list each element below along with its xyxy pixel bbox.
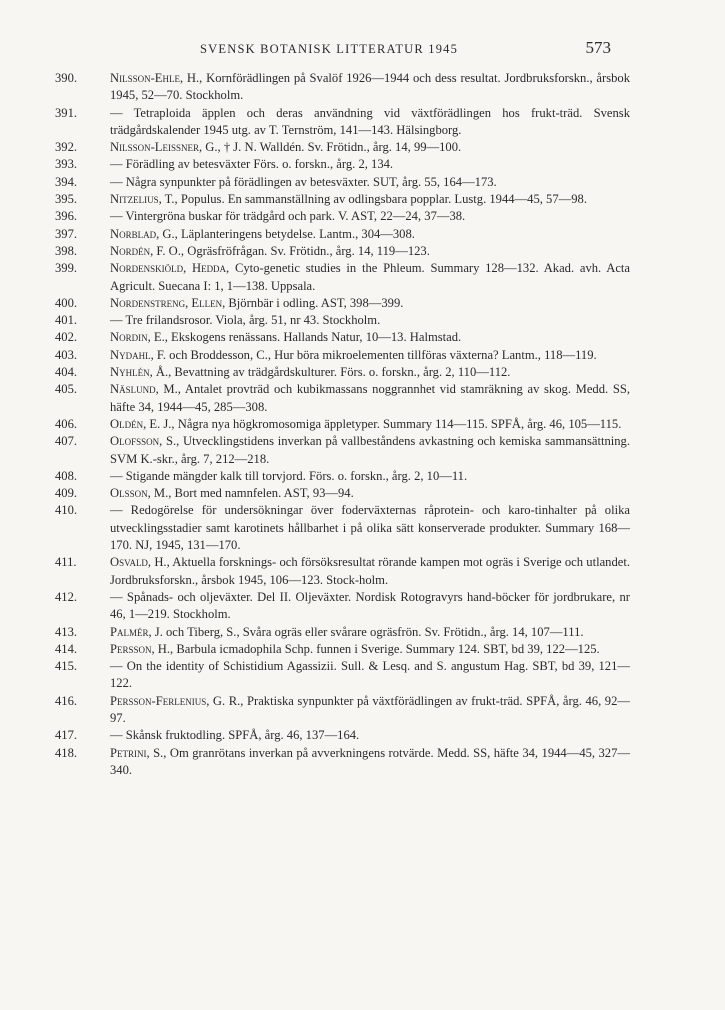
entry-author: Nordén, F. O.,	[110, 243, 185, 258]
entry-number: 398.	[55, 243, 78, 258]
entry-number: 412.	[55, 589, 78, 604]
entry-number: 392.	[55, 140, 78, 155]
bibliography-entry	[0, 641, 725, 658]
entry-number: 396.	[55, 209, 78, 224]
bibliography-entry	[0, 416, 725, 433]
entry-number: 417.	[55, 728, 78, 743]
entry-citation	[110, 70, 630, 105]
entry-text: Populus. En sammanställning av odlingsbara popplar. Lustg. 1944—45, 57—98.	[177, 192, 587, 207]
entry-text: Om granrötans inverkan på avverkningens rotvärde. Medd. SS, häfte 34, 1944—45, 327—340.	[110, 745, 630, 777]
entry-author: Nitzelius, T.,	[110, 192, 178, 207]
entry-number: 403.	[55, 347, 78, 362]
bibliography-entry	[0, 156, 725, 173]
entry-author: Persson, H.,	[110, 641, 174, 656]
entry-author: Olofsson, S.,	[110, 434, 180, 449]
bibliography-entry	[0, 243, 725, 260]
entry-citation	[110, 468, 630, 485]
entry-citation	[110, 364, 630, 381]
entry-number: 402.	[55, 330, 78, 345]
entry-text: — Tetraploida äpplen och deras användning vid växtförädlingen hos frukt-träd. Svensk trädgårdskalender 1945 utg. av T. Ternström, 141—143. Hälsingborg.	[110, 105, 630, 137]
entry-citation	[110, 156, 630, 173]
entry-number: 408.	[55, 468, 78, 483]
entry-author: Nordenstreng, Ellen,	[110, 295, 226, 310]
running-head: SVENSK BOTANISK LITTERATUR 1945	[200, 42, 459, 56]
bibliography-list	[0, 70, 725, 779]
entry-text: Ogräsfröfrågan. Sv. Frötidn., årg. 14, 119—123.	[184, 243, 430, 258]
entry-citation	[110, 139, 630, 156]
entry-author: Olsson, M.,	[110, 486, 172, 501]
entry-number: 418.	[55, 745, 78, 760]
entry-text: Barbula icmadophila Schp. funnen i Sverige. Summary 124. SBT, bd 39, 122—125.	[173, 641, 600, 656]
bibliography-entry	[0, 226, 725, 243]
entry-author: Oldén, E. J.,	[110, 416, 175, 431]
bibliography-entry	[0, 381, 725, 416]
entry-text: Kornförädlingen på Svalöf 1926—1944 och dess resultat. Jordbruksforskn., årsbok 1945, 52—70. Stockholm.	[110, 71, 630, 103]
bibliography-entry	[0, 554, 725, 589]
entry-citation	[110, 693, 630, 728]
entry-citation	[110, 624, 630, 641]
entry-number: 391.	[55, 105, 78, 120]
entry-number: 410.	[55, 503, 78, 518]
entry-citation	[110, 502, 630, 554]
bibliography-entry	[0, 139, 725, 156]
bibliography-entry	[0, 693, 725, 728]
entry-text: Läplanteringens betydelse. Lantm., 304—308.	[177, 226, 415, 241]
entry-author: Nordenskiöld, Hedda,	[110, 261, 230, 276]
entry-text: — Några synpunkter på förädlingen av betesväxter. SUT, årg. 55, 164—173.	[110, 174, 497, 189]
entry-text: — Stigande mängder kalk till torvjord. Förs. o. forskn., årg. 2, 10—11.	[110, 468, 468, 483]
bibliography-entry	[0, 502, 725, 554]
entry-citation	[110, 658, 630, 693]
entry-number: 397.	[55, 226, 78, 241]
entry-author: Nilsson-Leissner, G.,	[110, 140, 221, 155]
entry-number: 413.	[55, 624, 78, 639]
entry-text: och Tiberg, S., Svåra ogräs eller svårare ogräsfrön. Sv. Frötidn., årg. 14, 107—111.	[162, 624, 584, 639]
entry-author: Petrini, S.,	[110, 745, 167, 760]
entry-number: 404.	[55, 365, 78, 380]
entry-citation	[110, 105, 630, 140]
entry-number: 407.	[55, 434, 78, 449]
entry-text: Utvecklingstidens inverkan på vallbeståndens avkastning och kemiska sammansättning. SVM K.-skr., årg. 7, 212—218.	[110, 434, 630, 466]
entry-text: och Broddesson, C., Hur böra mikroelementen tillföras växterna? Lantm., 118—119.	[166, 347, 597, 362]
bibliography-entry	[0, 468, 725, 485]
entry-number: 390.	[55, 71, 78, 85]
entry-citation	[110, 208, 630, 225]
bibliography-entry	[0, 191, 725, 208]
page-number: 573	[585, 38, 611, 57]
entry-text: — Förädling av betesväxter Förs. o. forskn., årg. 2, 134.	[110, 157, 394, 172]
entry-number: 405.	[55, 382, 78, 397]
bibliography-entry	[0, 433, 725, 468]
entry-citation	[110, 243, 630, 260]
entry-citation	[110, 485, 630, 502]
bibliography-entry	[0, 727, 725, 744]
entry-text: Antalet provträd och kubikmassans noggrannhet vid stamräkning av skog. Medd. SS, häfte 34, 1944—45, 285—308.	[110, 382, 631, 414]
entry-number: 400.	[55, 295, 78, 310]
entry-author: Persson-Ferlenius, G. R.,	[110, 693, 244, 708]
entry-citation	[110, 295, 630, 312]
entry-citation	[110, 381, 630, 416]
bibliography-entry	[0, 312, 725, 329]
entry-text: — Vintergröna buskar för trädgård och park. V. AST, 22—24, 37—38.	[110, 209, 466, 224]
entry-citation	[110, 745, 630, 780]
bibliography-entry	[0, 485, 725, 502]
entry-citation	[110, 174, 630, 191]
bibliography-entry	[0, 745, 725, 780]
bibliography-entry	[0, 260, 725, 295]
entry-number: 399.	[55, 261, 78, 276]
entry-text: — Skånsk fruktodling. SPFÅ, årg. 46, 137—164.	[110, 728, 360, 743]
entry-text: Praktiska synpunkter på växtförädlingen av frukt-träd. SPFÅ, årg. 46, 92—97.	[110, 693, 630, 725]
bibliography-entry	[0, 105, 725, 140]
bibliography-entry	[0, 364, 725, 381]
entry-citation	[110, 260, 630, 295]
entry-text: Aktuella forsknings- och försöksresultat rörande kampen mot ogräs i Sverige och utlandet. Jordbruksforskn., årsbok 1945, 106—123. Stock-holm.	[110, 555, 630, 587]
entry-text: Några nya högkromosomiga äppletyper. Summary 114—115. SPFÅ, årg. 46, 105—115.	[174, 416, 622, 431]
entry-number: 395.	[55, 192, 78, 207]
entry-citation	[110, 641, 630, 658]
entry-citation	[110, 589, 630, 624]
entry-text: † J. N. Walldén. Sv. Frötidn., årg. 14, 99—100.	[220, 140, 462, 155]
entry-number: 401.	[55, 313, 78, 328]
entry-text: — Redogörelse för undersökningar över foderväxternas råprotein- och karo-tinhalter på olika utvecklingsstadier samt karotinets hållbarhet i på olika sätt konserverade produkter. Summary 168—170. NJ, 1945, 131—170.	[110, 503, 630, 553]
entry-citation	[110, 347, 630, 364]
entry-author: Näslund, M.,	[110, 382, 181, 397]
entry-text: Ekskogens renässans. Hallands Natur, 10—13. Halmstad.	[167, 330, 462, 345]
entry-number: 393.	[55, 157, 78, 172]
entry-author: Nilsson-Ehle, H.,	[110, 71, 203, 85]
entry-author: Nyhlén, Å.,	[110, 365, 172, 380]
entry-citation	[110, 329, 630, 346]
entry-number: 411.	[55, 555, 77, 570]
bibliography-entry	[0, 347, 725, 364]
bibliography-entry	[0, 329, 725, 346]
bibliography-entry	[0, 174, 725, 191]
entry-citation	[110, 433, 630, 468]
entry-author: Osvald, H.,	[110, 555, 170, 570]
bibliography-entry	[0, 589, 725, 624]
entry-author: Palmér, J.	[110, 624, 163, 639]
entry-text: — On the identity of Schistidium Agassizii. Sull. & Lesq. and S. angustum Hag. SBT, bd 39, 121—122.	[110, 659, 630, 691]
entry-text: — Spånads- och oljeväxter. Del II. Oljeväxter. Nordisk Rotogravyrs hand-böcker för jordbrukare, nr 46, 1—219. Stockholm.	[110, 589, 630, 622]
entry-number: 415.	[55, 659, 78, 674]
entry-number: 414.	[55, 641, 78, 656]
entry-number: 394.	[55, 174, 78, 189]
entry-number: 406.	[55, 416, 78, 431]
bibliography-entry	[0, 295, 725, 312]
bibliography-entry	[0, 70, 725, 105]
entry-text: Bort med namnfelen. AST, 93—94.	[171, 486, 354, 501]
entry-text: Cyto-genetic studies in the Phleum. Summary 128—132. Akad. avh. Acta Agricult. Suecana I: 1, 1—138. Uppsala.	[110, 261, 630, 293]
entry-citation	[110, 416, 630, 433]
bibliography-entry	[0, 208, 725, 225]
entry-number: 416.	[55, 693, 78, 708]
entry-text: — Tre frilandsrosor. Viola, årg. 51, nr 43. Stockholm.	[110, 313, 381, 328]
entry-text: Bevattning av trädgårdskulturer. Förs. o. forskn., årg. 2, 110—112.	[171, 365, 511, 380]
entry-citation	[110, 226, 630, 243]
bibliography-entry	[0, 624, 725, 641]
entry-number: 409.	[55, 486, 78, 501]
entry-citation	[110, 554, 630, 589]
entry-author: Nordin, E.,	[110, 330, 168, 345]
page-header	[0, 38, 725, 62]
entry-text: Björnbär i odling. AST, 398—399.	[225, 295, 404, 310]
entry-author: Norblad, G.,	[110, 226, 178, 241]
bibliography-entry	[0, 658, 725, 693]
entry-citation	[110, 191, 630, 208]
entry-citation	[110, 727, 630, 744]
entry-author: Nydahl, F.	[110, 347, 167, 362]
entry-citation	[110, 312, 630, 329]
